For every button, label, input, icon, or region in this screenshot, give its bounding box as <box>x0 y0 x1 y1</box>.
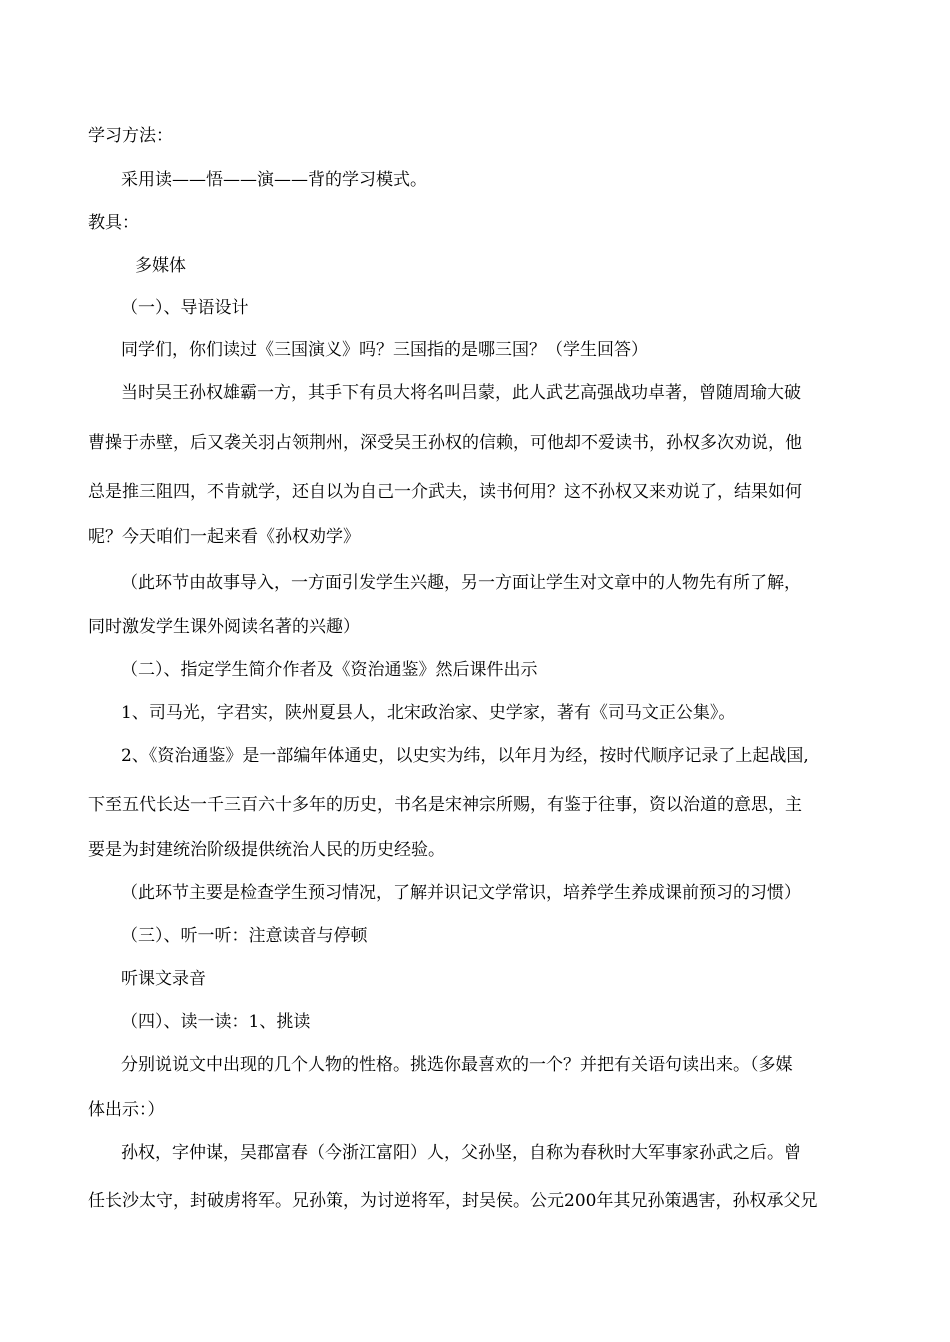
paragraph-characters-line-1: 分别说说文中出现的几个人物的性格。挑选你最喜欢的一个？并把有关语句读出来。（多媒 <box>121 1055 793 1075</box>
paragraph-story-line-2: 曹操于赤壁，后又袭关羽占领荆州，深受吴王孙权的信赖，可他却不爱读书，孙权多次劝说，他 <box>88 433 802 453</box>
note-story-line-1: （此环节由故事导入，一方面引发学生兴趣，另一方面让学生对文章中的人物先有所了解， <box>121 573 801 593</box>
heading-teaching-aids: 教具： <box>88 213 139 233</box>
section-heading-2: （二）、指定学生简介作者及《资治通鉴》然后课件出示 <box>121 660 538 680</box>
paragraph-zizhi-line-1: 2、《资治通鉴》是一部编年体通史，以史实为纬，以年月为经，按时代顺序记录了上起战国, <box>121 746 809 766</box>
paragraph-sunquan-line-1: 孙权，字仲谋，吴郡富春（今浙江富阳）人，父孙坚，自称为春秋时大军事家孙武之后。曾 <box>121 1143 801 1163</box>
paragraph-story-line-1: 当时吴王孙权雄霸一方，其手下有员大将名叫吕蒙，此人武艺高强战功卓著，曾随周瑜大破 <box>121 383 801 403</box>
paragraph-characters-line-2: 体出示：） <box>88 1100 165 1120</box>
paragraph-zizhi-line-3: 要是为封建统治阶级提供统治人民的历史经验。 <box>88 840 445 860</box>
section-heading-4: （四）、读一读：1、挑读 <box>121 1012 311 1032</box>
note-preview: （此环节主要是检查学生预习情况，了解并识记文学常识，培养学生养成课前预习的习惯） <box>121 883 801 903</box>
note-story-line-2: 同时激发学生课外阅读名著的兴趣） <box>88 617 360 637</box>
paragraph-sunquan-line-2: 任长沙太守，封破虏将军。兄孙策，为讨逆将军，封吴侯。公元200年其兄孙策遇害，孙权承父兄 <box>88 1191 818 1211</box>
paragraph-story-line-3: 总是推三阻四，不肯就学，还自以为自己一介武夫，读书何用？这不孙权又来劝说了，结果如何 <box>88 482 802 502</box>
heading-study-method: 学习方法： <box>88 126 173 146</box>
section-heading-3: （三）、听一听：注意读音与停顿 <box>121 926 368 946</box>
paragraph-listen-recording: 听课文录音 <box>121 969 206 989</box>
section-heading-1: （一）、导语设计 <box>121 298 249 318</box>
paragraph-zizhi-line-2: 下至五代长达一千三百六十多年的历史，书名是宋神宗所赐，有鉴于往事，资以治道的意思，主 <box>88 795 802 815</box>
paragraph-study-mode: 采用读——悟——演——背的学习模式。 <box>121 170 427 190</box>
paragraph-intro-question: 同学们，你们读过《三国演义》吗？三国指的是哪三国？（学生回答） <box>121 340 648 360</box>
paragraph-story-line-4: 呢？今天咱们一起来看《孙权劝学》 <box>88 527 360 547</box>
paragraph-author-info: 1、司马光，字君实，陕州夏县人，北宋政治家、史学家，著有《司马文正公集》。 <box>121 703 736 723</box>
paragraph-multimedia: 多媒体 <box>135 256 186 276</box>
